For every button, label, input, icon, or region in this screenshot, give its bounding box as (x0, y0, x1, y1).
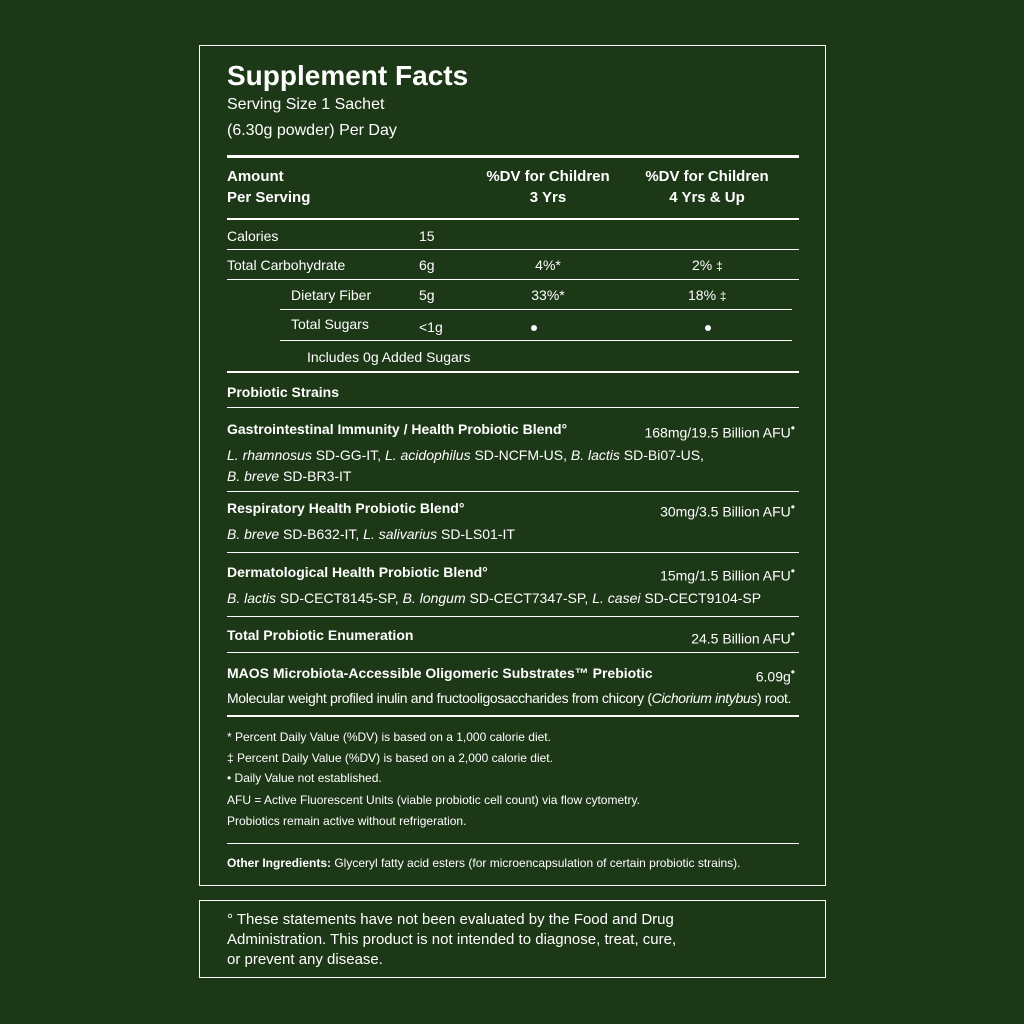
footnote-1: * Percent Daily Value (%DV) is based on a 1,000 calorie diet. (227, 730, 551, 744)
resp-strain2-species: L. salivarius (363, 526, 438, 542)
carb-dv-4yrs-mark: ‡ (716, 259, 723, 273)
footnote-3: • Daily Value not established. (227, 771, 382, 785)
disclaimer-line2: Administration. This product is not intended to diagnose, treat, cure, (227, 931, 677, 948)
total-enumeration-value: 24.5 Billion AFU (691, 630, 791, 647)
derm-strain1-species: B. lactis (227, 590, 277, 606)
other-ingredients-text: Glyceryl fatty acid esters (for microencapsulation of certain probiotic strains). (331, 856, 741, 870)
gi-blend-amount-value: 168mg/19.5 Billion AFU (644, 424, 791, 441)
derm-blend-mark: • (790, 564, 795, 578)
panel-title: Supplement Facts (227, 60, 469, 91)
gi-strains-line1 (227, 448, 704, 462)
total-enumeration-amount (691, 628, 795, 646)
maos-desc-species: Cichorium intybus (651, 690, 757, 706)
derm-strain3-code: SD-CECT9104-SP (640, 590, 762, 606)
divider-resp (227, 552, 799, 553)
fiber-dv-4yrs (688, 288, 727, 302)
maos-name: MAOS Microbiota-Accessible Oligomeric Substrates™ Prebiotic (227, 665, 653, 681)
serving-size-line1: Serving Size 1 Sachet (227, 96, 385, 113)
maos-desc-part2: ) root. (756, 690, 792, 706)
header-dv-3yrs-l2: 3 Yrs (529, 189, 567, 206)
derm-strains-line (227, 591, 761, 605)
sugars-amount: <1g (419, 319, 443, 335)
divider-sugars (280, 340, 792, 341)
header-amount-l1: Amount (227, 168, 284, 185)
calories-amount: 15 (419, 228, 435, 244)
gi-strain4-code: SD-BR3-IT (279, 468, 352, 484)
total-enumeration-label: Total Probiotic Enumeration (227, 627, 414, 643)
header-dv-4yrs-l2: 4 Yrs & Up (669, 189, 745, 206)
gi-blend-mark: • (790, 421, 795, 435)
derm-strain2-species: B. longum (402, 590, 466, 606)
gi-strain1-code: SD-GG-IT, (311, 447, 385, 463)
maos-description (227, 691, 791, 705)
serving-size-line2: (6.30g powder) Per Day (227, 122, 397, 139)
calories-label: Calories (227, 228, 279, 244)
disclaimer-line1: ° These statements have not been evaluated by the Food and Drug (227, 911, 674, 928)
derm-strain2-code: SD-CECT7347-SP, (465, 590, 593, 606)
added-sugars-label: Includes 0g Added Sugars (307, 349, 471, 365)
divider-header (227, 218, 799, 220)
resp-blend-name: Respiratory Health Probiotic Blend° (227, 500, 465, 516)
carb-amount: 6g (419, 257, 435, 273)
fiber-dv-4yrs-value: 18% (688, 287, 717, 303)
sugars-label: Total Sugars (291, 316, 369, 332)
footnote-2: ‡ Percent Daily Value (%DV) is based on a 2,000 calorie diet. (227, 751, 553, 765)
derm-blend-amount-value: 15mg/1.5 Billion AFU (660, 567, 791, 584)
gi-strain2-species: L. acidophilus (384, 447, 471, 463)
fiber-dv-3yrs: 33%* (531, 287, 565, 303)
footnote-4: AFU = Active Fluorescent Units (viable probiotic cell count) via flow cytometry. (227, 793, 640, 807)
carb-dv-4yrs (692, 258, 723, 272)
divider-probiotic-heading (227, 407, 799, 408)
maos-desc-part1: Molecular weight profiled inulin and fructooligosaccharides from chicory ( (227, 690, 652, 706)
disclaimer-line3: or prevent any disease. (227, 951, 383, 968)
gi-strains-line2 (227, 469, 351, 483)
fiber-dv-4yrs-mark: ‡ (719, 289, 727, 303)
carb-dv-3yrs: 4%* (535, 257, 561, 273)
divider-nutrients-thick (227, 371, 799, 373)
gi-strain3-code: SD-Bi07-US, (619, 447, 704, 463)
gi-strain4-species: B. breve (227, 468, 280, 484)
resp-strains-line (227, 527, 515, 541)
divider-footnotes (227, 843, 799, 844)
header-dv-4yrs-l1: %DV for Children (645, 168, 769, 185)
divider-top-thick (227, 155, 799, 158)
footnote-5: Probiotics remain active without refrigeration. (227, 814, 467, 828)
divider-total (227, 652, 799, 653)
sugars-dv-3yrs-dot (531, 325, 537, 331)
maos-amount-value: 6.09g (755, 668, 791, 685)
resp-strain1-code: SD-B632-IT, (279, 526, 364, 542)
divider-carb (227, 279, 799, 280)
divider-maos-thick (227, 715, 799, 717)
derm-strain1-code: SD-CECT8145-SP, (276, 590, 403, 606)
total-enumeration-mark: • (790, 627, 795, 641)
carb-label: Total Carbohydrate (227, 257, 346, 273)
resp-strain2-code: SD-LS01-IT (437, 526, 515, 542)
resp-strain1-species: B. breve (227, 526, 280, 542)
derm-blend-name: Dermatological Health Probiotic Blend° (227, 564, 488, 580)
sugars-dv-4yrs-dot (705, 325, 711, 331)
derm-blend-amount (660, 565, 795, 583)
divider-calories (227, 249, 799, 250)
resp-blend-mark: • (790, 500, 795, 514)
gi-blend-name: Gastrointestinal Immunity / Health Probiotic Blend° (227, 421, 568, 437)
gi-strain3-species: B. lactis (570, 447, 620, 463)
maos-mark: • (790, 665, 795, 679)
carb-dv-4yrs-value: 2% (692, 257, 713, 273)
divider-derm (227, 616, 799, 617)
other-ingredients (227, 857, 741, 869)
divider-fiber (280, 309, 792, 310)
resp-blend-amount-value: 30mg/3.5 Billion AFU (660, 503, 791, 520)
fiber-amount: 5g (419, 287, 435, 303)
header-dv-3yrs-l1: %DV for Children (486, 168, 610, 185)
header-amount-l2: Per Serving (227, 189, 311, 206)
derm-strain3-species: L. casei (592, 590, 641, 606)
gi-strain2-code: SD-NCFM-US, (470, 447, 571, 463)
divider-gi (227, 491, 799, 492)
gi-strain1-species: L. rhamnosus (227, 447, 312, 463)
maos-amount (756, 666, 795, 684)
gi-blend-amount (644, 422, 795, 440)
resp-blend-amount (660, 501, 795, 519)
probiotic-heading: Probiotic Strains (227, 384, 340, 400)
fiber-label: Dietary Fiber (291, 287, 372, 303)
other-ingredients-label: Other Ingredients: (227, 856, 332, 870)
